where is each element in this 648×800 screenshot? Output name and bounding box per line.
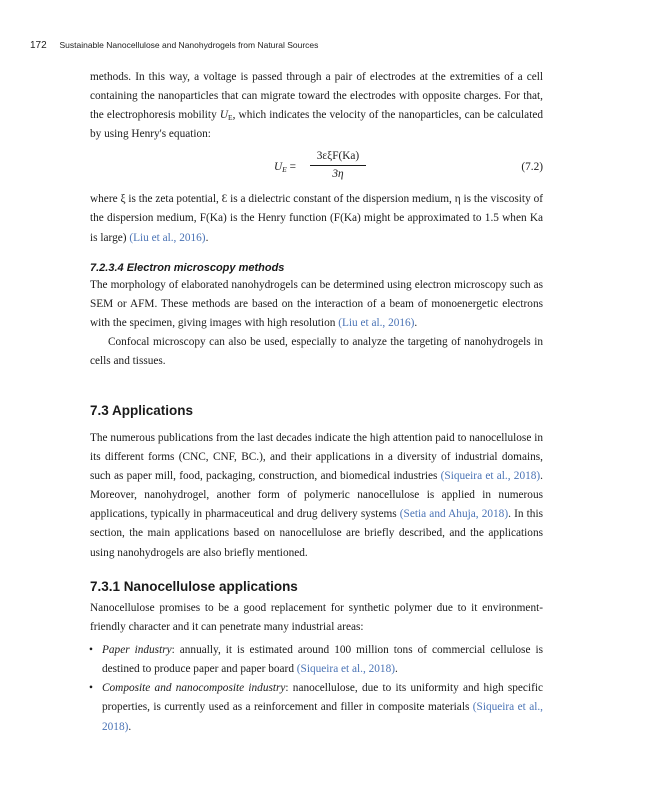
running-header: [30, 40, 318, 51]
equation-number: (7.2): [521, 161, 543, 174]
citation-link[interactable]: (Liu et al., 2016): [338, 316, 415, 329]
heading-7-3-1: 7.3.1 Nanocellulose applications: [90, 579, 298, 594]
applications-list: [90, 641, 543, 736]
list-item: [90, 679, 543, 736]
para1-text-a: methods. In this way, a voltage is passed through a pair of electrodes at the extremities of a cell containing the nanoparticles that can migrate toward the electrodes with opposite charges. For that, the electrophoresis mobility: [90, 71, 543, 122]
section-nanocellulose-applications: [90, 578, 543, 737]
henry-equation: [90, 148, 543, 184]
mobility-subscript: E: [228, 113, 233, 123]
para2-end: .: [205, 231, 209, 244]
citation-link[interactable]: (Setia and Ahuja, 2018): [399, 508, 509, 521]
para1-text-b: , which indicates the velocity of the nanoparticles, can be calculated by using Henry's equation:: [90, 109, 543, 141]
heading-7-3: 7.3 Applications: [90, 403, 194, 418]
citation-link[interactable]: (Siqueira et al., 2018): [296, 663, 395, 676]
para2-text: where ξ is the zeta potential, Ɛ is a dielectric constant of the dispersion medium, η is the viscosity of the dispersion medium, F(Ka) is the Henry function (F(Ka) might be approximated to 1.5 when Ka is large): [90, 193, 543, 244]
mobility-symbol: U: [219, 109, 229, 122]
applications-text-2: . Moreover, nanohydrogel, another form of polymeric nanocellulose is applied in numerous applications, typically in pharmaceutical and drug delivery systems: [90, 470, 543, 521]
citation-link[interactable]: (Siqueira et al., 2018): [102, 701, 543, 733]
equation-numerator: 3εξF(Ka): [310, 148, 366, 166]
equation-lhs-symbol: U: [274, 161, 283, 174]
paragraph-applications: [90, 429, 543, 563]
section-applications: [90, 402, 543, 563]
equation-equals: =: [286, 161, 296, 174]
paragraph-confocal: Confocal microscopy can also be used, especially to analyze the targeting of nanohydrogels in cells and tissues.: [90, 335, 543, 368]
page-number: 172: [30, 40, 47, 51]
paragraph-morphology: [90, 276, 543, 333]
equation-lhs-subscript: E: [282, 165, 287, 175]
citation-link[interactable]: (Siqueira et al., 2018): [440, 470, 541, 483]
list-item-end: .: [395, 663, 398, 676]
book-title: Sustainable Nanocellulose and Nanohydrogels from Natural Sources: [59, 40, 319, 50]
morphology-text: The morphology of elaborated nanohydrogels can be determined using electron microscopy such as SEM or AFM. These methods are based on the interaction of a beam of monoenergetic electrons with the specimen, giving images with high resolution: [90, 278, 543, 329]
list-item-label: Paper industry: [102, 644, 172, 657]
equation-lhs: [274, 158, 296, 177]
heading-7-2-3-4: 7.2.3.4 Electron microscopy methods: [90, 261, 285, 274]
list-item-text: : nanocellulose, due to its uniformity and high specific properties, is currently used as a reinforcement and filler in composite materials: [102, 682, 543, 714]
applications-text-3: . In this section, the main applications based on nanocellulose are briefly described, and the applications using nanohydrogels are also briefly mentioned.: [90, 508, 543, 559]
equation-denominator: 3η: [332, 168, 344, 181]
morphology-end: .: [414, 316, 418, 329]
bullet-marker: •: [89, 682, 93, 695]
applications-text-1: The numerous publications from the last decades indicate the high attention paid to nanocellulose in its different forms (CNC, CNF, BC.), and their applications in a diversity of industrial domains, such as paper mill, food, packaging, construction, and biomedical industries: [90, 432, 543, 483]
list-item: [90, 641, 543, 679]
paragraph-intro: Nanocellulose promises to be a good replacement for synthetic polymer due to it environment-friendly character and it can penetrate many industrial areas:: [90, 602, 543, 634]
paragraph-where: [90, 190, 543, 247]
list-item-label: Composite and nanocomposite industry: [102, 682, 286, 695]
bullet-marker: •: [89, 644, 93, 657]
citation-link[interactable]: (Liu et al., 2016): [129, 231, 206, 244]
equation-fraction: [310, 148, 366, 183]
paragraph-electrophoresis: [90, 68, 543, 144]
list-item-end: .: [128, 720, 132, 733]
list-item-text: : annually, it is estimated around 100 million tons of commercial cellulose is destined to produce paper and paper board: [102, 644, 543, 676]
main-text: [90, 68, 543, 371]
